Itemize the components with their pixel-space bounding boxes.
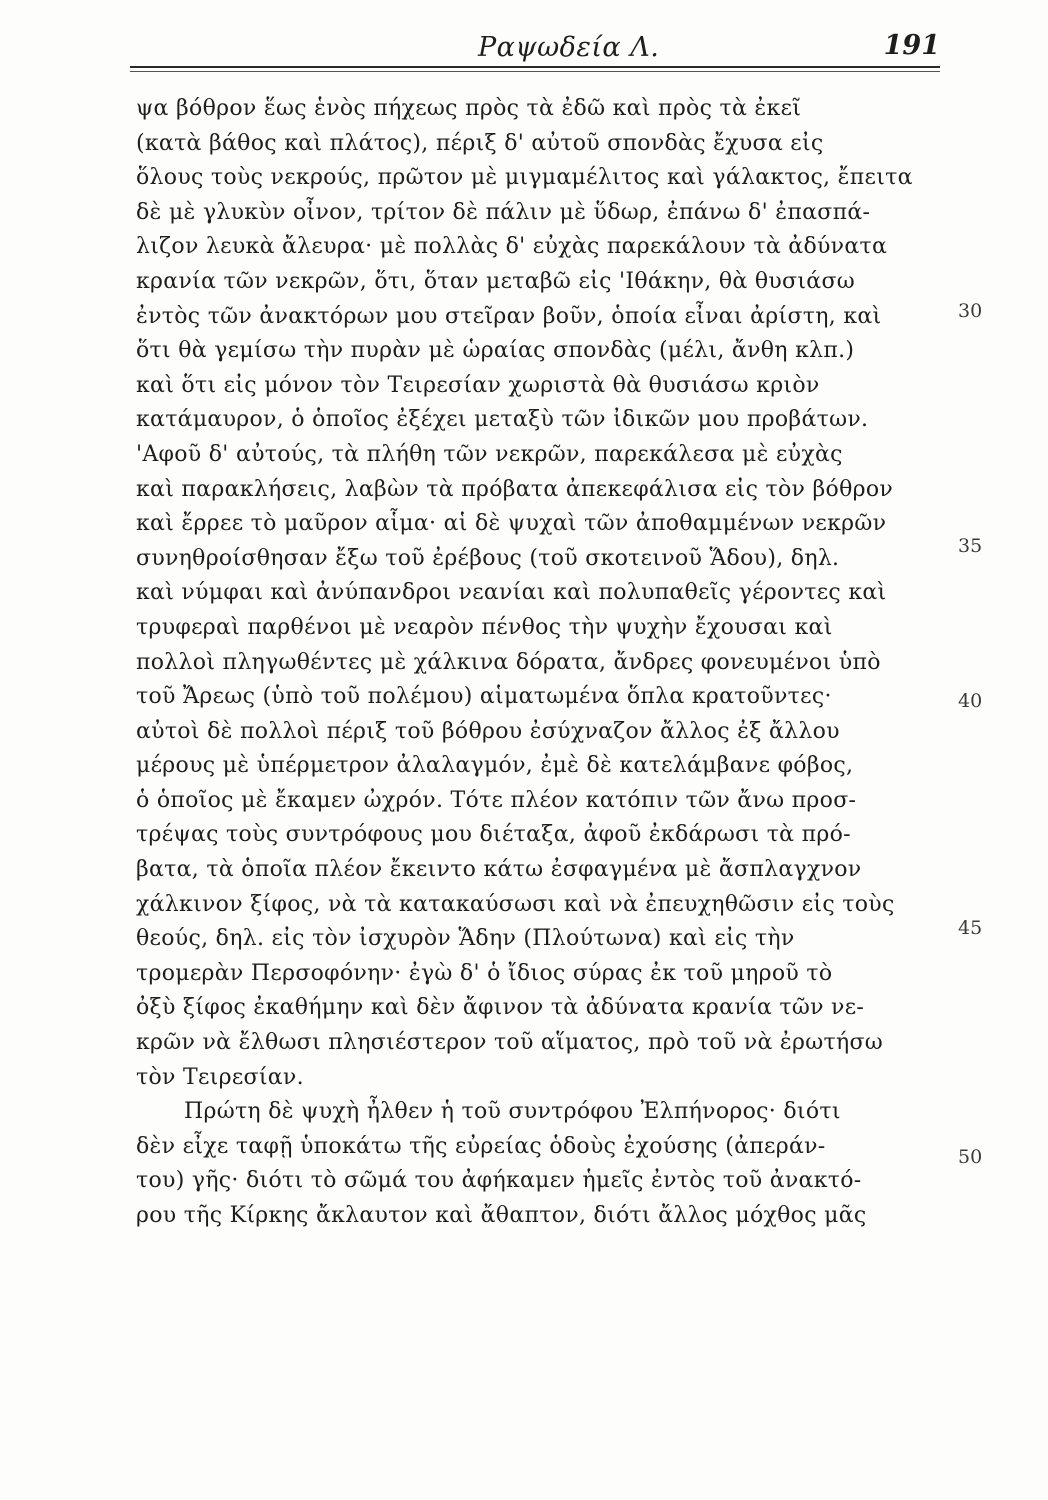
text-line: καὶ νύμφαι καὶ ἀνύπανδροι νεανίαι καὶ πολυπαθεῖς γέροντες καὶ (136, 580, 887, 606)
text-line: θεούς, δηλ. εἰς τὸν ἰσχυρὸν Ἅδην (Πλούτωνα) καὶ εἰς τὴν (136, 926, 795, 952)
text-line: του) γῆς· διότι τὸ σῶμά του ἀφήκαμεν ἡμεῖς ἐντὸς τοῦ ἀνακτό- (136, 1168, 862, 1194)
body-text (136, 92, 936, 1234)
line-number-45: 45 (958, 917, 983, 939)
text-line: τοῦ Ἄρεως (ὑπὸ τοῦ πολέμου) αἱματωμένα ὅπλα κρατοῦντες· (136, 684, 832, 710)
text-line: 'Αφοῦ δ' αὐτούς, τὰ πλήθη τῶν νεκρῶν, παρεκάλεσα μὲ εὐχὰς (136, 441, 843, 467)
text-line: καὶ ἔρρεε τὸ μαῦρον αἷμα· αἱ δὲ ψυχαὶ τῶν ἀποθαμμένων νεκρῶν (136, 511, 887, 537)
line-number-30: 30 (958, 300, 983, 322)
text-line: βατα, τὰ ὁποῖα πλέον ἔκειντο κάτω ἐσφαγμένα μὲ ἄσπλαγχνον (136, 857, 862, 883)
page-number: 191 (883, 30, 940, 61)
text-line: ρου τῆς Κίρκης ἄκλαυτον καὶ ἄθαπτον, διότι ἄλλος μόχθος μᾶς (136, 1203, 867, 1228)
text-line: πολλοὶ πληγωθέντες μὲ χάλκινα δόρατα, ἄνδρες φονευμένοι ὑπὸ (136, 649, 881, 675)
page-header (130, 28, 940, 68)
text-line: ψα βόθρον ἕως ἑνὸς πήχεως πρὸς τὰ ἐδῶ καὶ πρὸς τὰ ἐκεῖ (136, 96, 802, 121)
text-line: ὅλους τοὺς νεκρούς, πρῶτον μὲ μιγμαμέλιτος καὶ γάλακτος, ἔπειτα (136, 165, 913, 191)
paragraph-start-line: Πρώτη δὲ ψυχὴ ἦλθεν ἡ τοῦ συντρόφου Ἐλπήνορος· διότι (184, 1099, 841, 1125)
text-line: δὲν εἶχε ταφῇ ὑποκάτω τῆς εὐρείας ὁδοὺς ἐχούσης (ἀπεράν- (136, 1133, 826, 1159)
header-rule (130, 66, 940, 68)
text-line: μέρους μὲ ὑπέρμετρον ἀλαλαγμόν, ἐμὲ δὲ κατελάμβανε φόβος, (136, 753, 854, 779)
text-line: τρέψας τοὺς συντρόφους μου διέταξα, ἀφοῦ ἐκδάρωσι τὰ πρό- (136, 822, 851, 848)
header-rule-thin (130, 71, 940, 72)
line-number-40: 40 (958, 690, 983, 712)
text-line: λιζον λευκὰ ἄλευρα· μὲ πολλὰς δ' εὐχὰς παρεκάλουν τὰ ἀδύνατα (136, 234, 888, 260)
text-line: τρομερὰν Περσοφόνην· ἐγὼ δ' ὁ ἴδιος σύρας ἐκ τοῦ μηροῦ τὸ (136, 960, 833, 986)
line-number-50: 50 (958, 1146, 983, 1168)
text-line: ὁ ὁποῖος μὲ ἔκαμεν ὠχρόν. Τότε πλέον κατόπιν τῶν ἄνω προσ- (136, 787, 857, 813)
text-line: τὸν Τειρεσίαν. (136, 1064, 304, 1090)
text-line: ὅτι θὰ γεμίσω τὴν πυρὰν μὲ ὡραίας σπονδὰς (μέλι, ἄνθη κλπ.) (136, 338, 855, 364)
text-line: κρῶν νὰ ἔλθωσι πλησιέστερον τοῦ αἵματος, πρὸ τοῦ νὰ ἐρωτήσω (136, 1030, 884, 1056)
running-head: Ραψωδεία Λ. (478, 32, 660, 63)
text-line: καὶ παρακλήσεις, λαβὼν τὰ πρόβατα ἀπεκεφάλισα εἰς τὸν βόθρον (136, 476, 894, 502)
text-line: ὀξὺ ξίφος ἐκαθήμην καὶ δὲν ἄφινον τὰ ἀδύνατα κρανία τῶν νε- (136, 995, 865, 1021)
text-line: κατάμαυρον, ὁ ὁποῖος ἐξέχει μεταξὺ τῶν ἰδικῶν μου προβάτων. (136, 407, 869, 433)
text-line: κρανία τῶν νεκρῶν, ὅτι, ὅταν μεταβῶ εἰς 'Ιθάκην, θὰ θυσιάσω (136, 268, 856, 294)
text-line: (κατὰ βάθος καὶ πλάτος), πέριξ δ' αὐτοῦ σπονδὰς ἔχυσα εἰς (136, 130, 824, 156)
line-number-35: 35 (958, 535, 983, 557)
text-line: ἐντὸς τῶν ἀνακτόρων μου στεῖραν βοῦν, ὁποία εἶναι ἀρίστη, καὶ (136, 303, 882, 329)
text-line: καὶ ὅτι εἰς μόνον τὸν Τειρεσίαν χωριστὰ θὰ θυσιάσω κριὸν (136, 372, 820, 398)
text-line: τρυφεραὶ παρθένοι μὲ νεαρὸν πένθος τὴν ψυχὴν ἔχουσαι καὶ (136, 614, 833, 640)
text-line: χάλκινον ξίφος, νὰ τὰ κατακαύσωσι καὶ νὰ ἐπευχηθῶσιν εἰς τοὺς (136, 891, 895, 917)
text-line: αὐτοὶ δὲ πολλοὶ πέριξ τοῦ βόθρου ἐσύχναζον ἄλλος ἐξ ἄλλου (136, 718, 840, 744)
text-line: δὲ μὲ γλυκὺν οἶνον, τρίτον δὲ πάλιν μὲ ὕδωρ, ἐπάνω δ' ἐπασπά- (136, 199, 871, 225)
text-line: συνηθροίσθησαν ἔξω τοῦ ἐρέβους (τοῦ σκοτεινοῦ Ἅδου), δηλ. (136, 545, 840, 571)
